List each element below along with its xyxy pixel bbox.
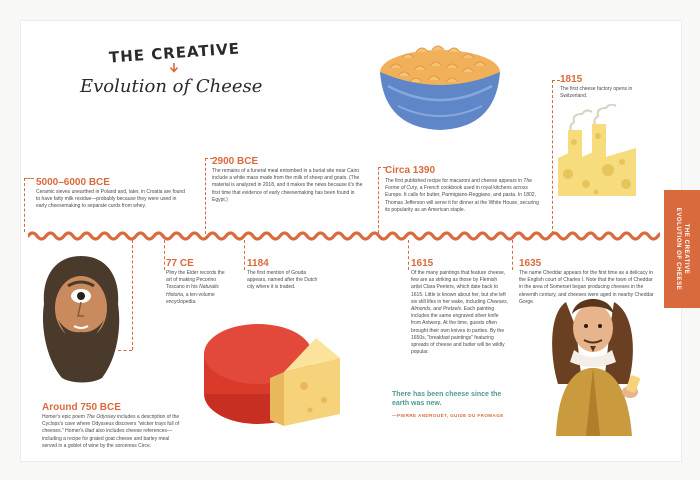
title-line-2: Evolution of Cheese [80,76,263,97]
mac-and-cheese-bowl-icon [376,36,504,136]
text-1184: The first mention of Gouda appears, named after the Dutch city where it is traded. [247,270,318,291]
title-line-1: THE CREATIVE [108,39,241,67]
gouda-wheel-icon [200,316,346,430]
text-2900bce: The remains of a funeral meal entombed in a burial site near Cairo include a white mass made from the milk of sheep and goats. (The material is analyzed in 2018, and it makes the news because it's the first time that evidence of early cheesemaking has been found in Egypt.) [212,168,363,203]
swiss-cheese-factory-icon [556,104,638,200]
text-1815: The first cheese factory opens in Switzerland. [560,86,633,100]
year-77ce: 77 CE [166,258,194,269]
connector-5000bce-tick [24,178,34,179]
side-tab-label: THE CREATIVE EVOLUTION OF CHEESE [675,207,689,291]
year-5000bce: 5000–6000 BCE [36,177,110,188]
text-5000bce: Ceramic sieves unearthed in Poland and, later, in Croatia are found to have fatty milk residue—probably because they were used in early cheesemaking to separate curds from whey. [36,189,185,210]
down-arrow-icon [169,63,179,73]
connector-750bce [132,240,133,350]
connector-1815-tick [552,80,560,81]
year-1815: 1815 [560,74,583,85]
connector-1615 [408,240,409,270]
connector-1815 [552,80,553,234]
text-1615: Of the many paintings that feature cheese, few are as striking as those by Flemish artist Clara Peeters, which date back to 1615. Little is known about her, but she left six still lifes in her wake, including Cheeses, Almonds, and Pretzels. Each painting includes the same engraved silver knife from Antwerp. At the time, guests often brought their own knives to parties. By the 1650s, "breakfast paintings" featuring spreads of cheese and butter will be wildly popular. [411,270,508,356]
text-750bce: Homer's epic poem The Odyssey includes a description of the Cyclops's cave where Odysseus discovers "wicker trays full of cheeses." Homer's Iliad also includes cheese references—including a recipe for grated goat cheese and barley meal served in a goblet of wine by the sorceress Circe. [42,414,180,449]
connector-5000bce [24,178,25,232]
connector-77ce [164,240,165,270]
year-1184: 1184 [247,258,269,269]
quote-text: There has been cheese since the earth was new. [392,391,502,407]
connector-1635 [512,240,513,270]
connector-1390 [378,167,379,233]
timeline-wave [28,226,660,246]
year-1615: 1615 [411,258,434,269]
connector-1184 [244,240,245,270]
text-77ce: Pliny the Elder records the art of making Pecorino Toscano in his Naturalis Historia, a ten-volume encyclopedia. [166,270,225,305]
year-1390: Circa 1390 [385,165,436,176]
text-1635: The name Cheddar appears for the first time as a delicacy in the English court of Charles I. Note that the town of Cheddar in the area of Somerset began producing cheeses in the eleventh century, and cheeses were aged in nearby Cheddar Gorge. [519,270,654,305]
side-tab [664,190,700,308]
year-750bce: Around 750 BCE [42,402,121,413]
text-1390: The first published recipe for macaroni and cheese appears in The Forme of Cury, a French cookbook used in royal kitchens across Europe. It calls for butter, Parmigiano-Reggiano, and pasta. In 1802, Thomas Jefferson will serve it for dinner at the White House, securing its popularity as an American staple. [385,178,539,213]
cyclops-head-icon [36,250,126,386]
quote-attribution: —PIERRE ANDROUËT, GUIDE DU FROMAGE [392,413,504,418]
connector-2900bce [205,158,206,234]
year-2900bce: 2900 BCE [212,156,259,167]
charles-i-portrait-icon [536,288,654,436]
year-1635: 1635 [519,258,542,269]
